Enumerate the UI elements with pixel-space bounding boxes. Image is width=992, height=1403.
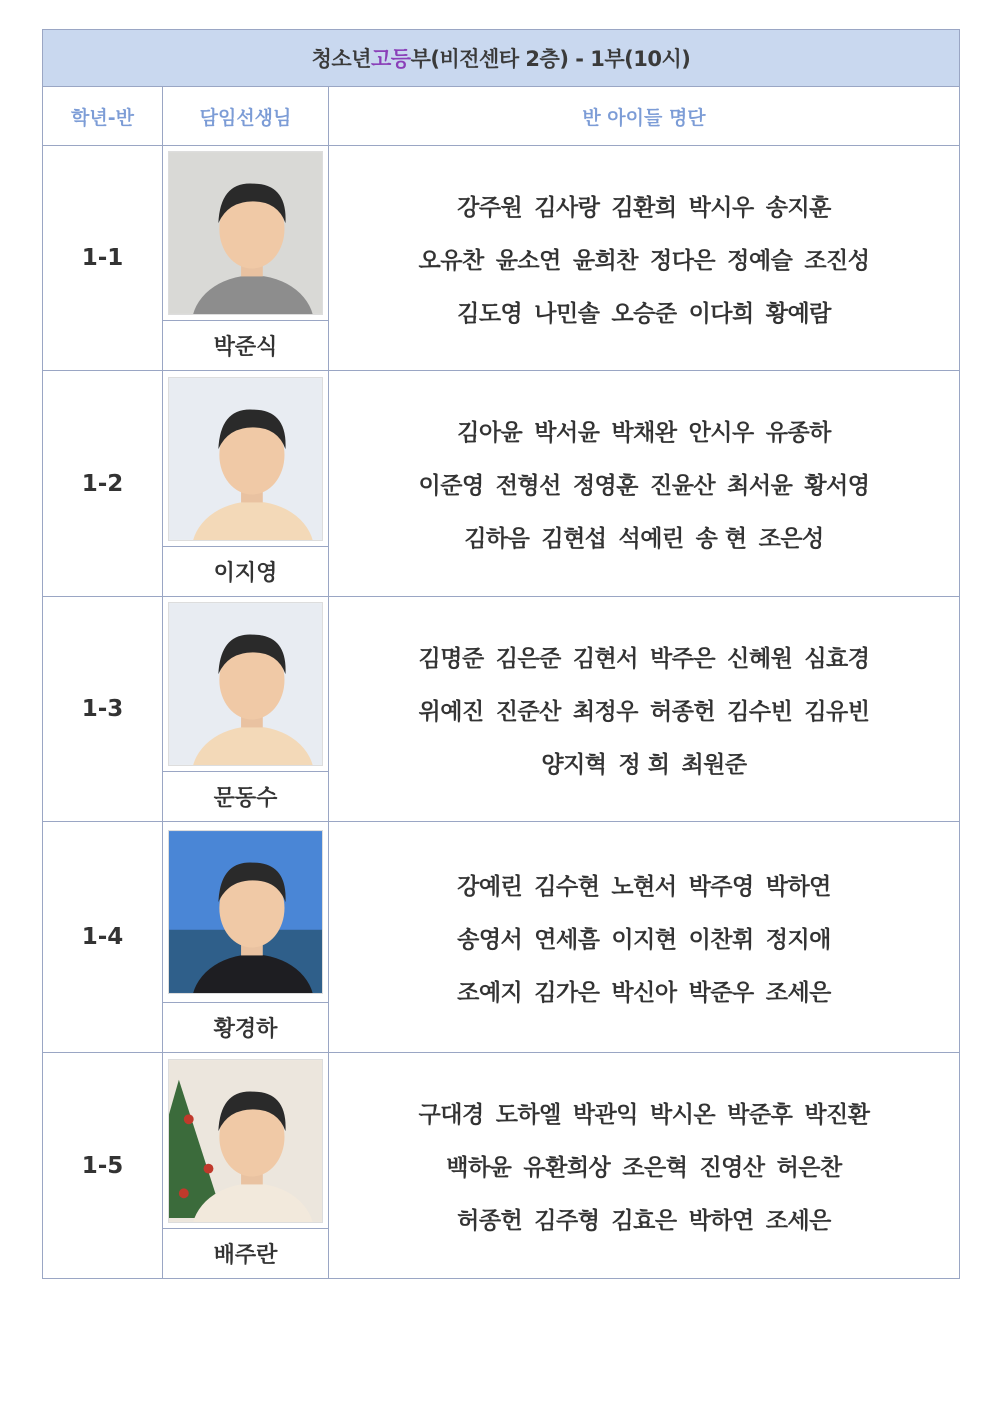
student-name: 조세은 xyxy=(765,979,831,1006)
teacher-cell xyxy=(163,371,329,596)
roster-line xyxy=(458,520,830,553)
student-roster xyxy=(329,597,959,821)
student-name: 송 현 xyxy=(695,526,747,552)
student-name: 허은찬 xyxy=(776,1155,842,1181)
teacher-photo-frame xyxy=(163,1053,328,1229)
student-name: 김주형 xyxy=(534,1208,600,1234)
student-name: 조은혁 xyxy=(622,1155,688,1181)
student-name: 구대경 xyxy=(418,1102,484,1128)
column-header-row xyxy=(43,87,959,146)
student-name: 유환희상 xyxy=(523,1155,611,1181)
student-name: 정다은 xyxy=(650,247,716,274)
student-name: 김명준 xyxy=(418,645,484,672)
student-roster xyxy=(329,146,959,370)
teacher-cell xyxy=(163,822,329,1052)
student-name: 최정우 xyxy=(572,698,638,725)
student-name: 이찬휘 xyxy=(688,926,754,953)
title-prefix: 청소년 xyxy=(311,47,371,71)
class-label: 1-1 xyxy=(43,146,163,370)
student-roster xyxy=(329,371,959,596)
student-name: 김사랑 xyxy=(534,194,600,221)
student-name: 박준우 xyxy=(688,979,754,1006)
student-name: 도하엘 xyxy=(495,1102,561,1128)
student-name: 이지현 xyxy=(611,926,677,953)
student-name: 강주원 xyxy=(457,194,523,221)
teacher-name: 황경하 xyxy=(213,1017,278,1042)
student-name: 김은준 xyxy=(495,645,561,672)
roster-line xyxy=(413,242,876,275)
class-row xyxy=(43,371,959,597)
student-name: 조세은 xyxy=(765,1208,831,1234)
student-name: 전형선 xyxy=(495,473,561,499)
student-name: 박주은 xyxy=(650,645,716,672)
student-name: 최서윤 xyxy=(727,473,793,499)
student-name: 오유찬 xyxy=(418,247,484,274)
roster-line xyxy=(413,640,876,673)
teacher-photo xyxy=(168,377,323,541)
class-row xyxy=(43,146,959,371)
student-name: 오승준 xyxy=(611,300,677,327)
title-highlight: 고등 xyxy=(371,47,411,71)
student-name: 허종헌 xyxy=(457,1208,523,1234)
student-name: 최원준 xyxy=(681,751,747,778)
student-name: 윤희찬 xyxy=(572,247,638,274)
student-name: 김수빈 xyxy=(727,698,793,725)
roster-table xyxy=(42,29,960,1279)
student-name: 위예진 xyxy=(418,698,484,725)
roster-line xyxy=(440,1149,848,1182)
roster-line xyxy=(451,414,837,447)
student-name: 김가은 xyxy=(534,979,600,1006)
student-name: 나민솔 xyxy=(534,300,600,327)
teacher-photo xyxy=(168,602,323,766)
student-name: 박하연 xyxy=(688,1208,754,1234)
student-name: 심효경 xyxy=(804,645,870,672)
student-name: 박준후 xyxy=(727,1102,793,1128)
teacher-cell xyxy=(163,597,329,821)
header-teacher: 담임선생님 xyxy=(163,87,329,145)
student-name: 정지애 xyxy=(765,926,831,953)
roster-line xyxy=(451,974,837,1007)
student-name: 노현서 xyxy=(611,873,677,900)
student-roster xyxy=(329,822,959,1052)
class-rows xyxy=(43,146,959,1278)
student-name: 김유빈 xyxy=(804,698,870,725)
student-name: 조진성 xyxy=(804,247,870,274)
table-title xyxy=(43,30,959,87)
student-name: 정영훈 xyxy=(572,473,638,499)
teacher-photo xyxy=(168,151,323,315)
roster-line xyxy=(451,295,837,328)
class-row xyxy=(43,1053,959,1278)
roster-line xyxy=(451,189,837,222)
teacher-cell xyxy=(163,1053,329,1278)
student-name: 황예람 xyxy=(765,300,831,327)
class-label: 1-2 xyxy=(43,371,163,596)
header-grade-class: 학년-반 xyxy=(43,87,163,145)
student-name: 조예지 xyxy=(457,979,523,1006)
class-label: 1-3 xyxy=(43,597,163,821)
student-name: 박시우 xyxy=(688,194,754,221)
student-name: 김효은 xyxy=(611,1208,677,1234)
teacher-photo-frame xyxy=(163,146,328,321)
student-name: 조은성 xyxy=(758,526,824,552)
student-name: 이준영 xyxy=(418,473,484,499)
student-name: 진영산 xyxy=(699,1155,765,1181)
title-suffix: 부(비전센타 2층) - 1부(10시) xyxy=(410,47,691,71)
student-name: 황서영 xyxy=(804,473,870,499)
teacher-photo-frame xyxy=(163,822,328,1003)
student-name: 진윤산 xyxy=(650,473,716,499)
student-name: 정예슬 xyxy=(727,247,793,274)
class-label: 1-4 xyxy=(43,822,163,1052)
teacher-name: 배주란 xyxy=(213,1243,278,1268)
student-name: 박시온 xyxy=(650,1102,716,1128)
header-roster: 반 아이들 명단 xyxy=(582,106,706,129)
teacher-photo-frame xyxy=(163,597,328,772)
student-name: 김환희 xyxy=(611,194,677,221)
teacher-photo-frame xyxy=(163,371,328,547)
student-name: 진준산 xyxy=(495,698,561,725)
student-name: 이다희 xyxy=(688,300,754,327)
teacher-name: 이지영 xyxy=(213,561,278,586)
class-row xyxy=(43,822,959,1053)
student-name: 강예린 xyxy=(457,873,523,900)
roster-line xyxy=(451,921,837,954)
teacher-name: 박준식 xyxy=(213,335,278,360)
student-name: 김수현 xyxy=(534,873,600,900)
student-name: 양지혁 xyxy=(541,751,607,778)
student-name: 김아윤 xyxy=(457,420,523,446)
student-name: 백하윤 xyxy=(446,1155,512,1181)
roster-line xyxy=(451,868,837,901)
class-label: 1-5 xyxy=(43,1053,163,1278)
student-name: 허종헌 xyxy=(650,698,716,725)
teacher-cell xyxy=(163,146,329,370)
teacher-photo xyxy=(168,830,323,994)
roster-line xyxy=(413,467,876,500)
roster-line xyxy=(413,693,876,726)
student-name: 김현서 xyxy=(572,645,638,672)
student-name: 박하연 xyxy=(765,873,831,900)
student-roster xyxy=(329,1053,959,1278)
roster-line xyxy=(535,746,752,779)
student-name: 김도영 xyxy=(457,300,523,327)
student-name: 정 희 xyxy=(618,751,670,778)
student-name: 박신아 xyxy=(611,979,677,1006)
student-name: 박관익 xyxy=(572,1102,638,1128)
teacher-name: 문동수 xyxy=(213,786,278,811)
student-name: 박주영 xyxy=(688,873,754,900)
student-name: 김하음 xyxy=(464,526,530,552)
student-name: 연세흠 xyxy=(534,926,600,953)
student-name: 신혜원 xyxy=(727,645,793,672)
student-name: 윤소연 xyxy=(495,247,561,274)
class-row xyxy=(43,597,959,822)
student-name: 박서윤 xyxy=(534,420,600,446)
student-name: 석예린 xyxy=(618,526,684,552)
roster-line xyxy=(413,1096,876,1129)
student-name: 유종하 xyxy=(765,420,831,446)
student-name: 김현섭 xyxy=(541,526,607,552)
teacher-photo xyxy=(168,1059,323,1223)
roster-line xyxy=(451,1202,837,1235)
student-name: 박채완 xyxy=(611,420,677,446)
student-name: 안시우 xyxy=(688,420,754,446)
student-name: 송영서 xyxy=(457,926,523,953)
student-name: 박진환 xyxy=(804,1102,870,1128)
student-name: 송지훈 xyxy=(765,194,831,221)
